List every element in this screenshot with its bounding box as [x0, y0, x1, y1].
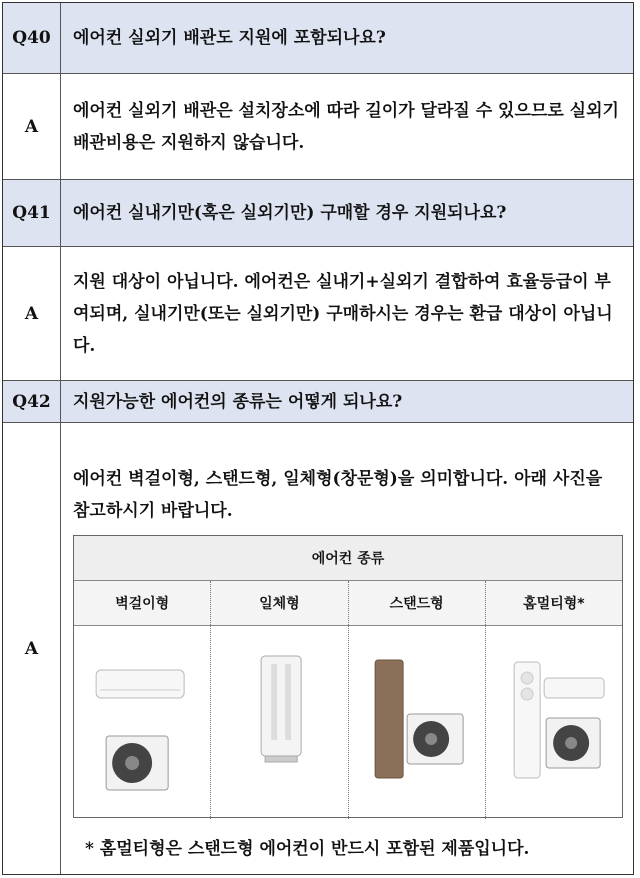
window-aircon-image [211, 626, 348, 819]
faq-row-q41 [3, 180, 633, 247]
type-home-multi-header: 홈멀티형* [523, 596, 585, 612]
type-wall-mounted-header: 벽걸이형 [74, 581, 211, 625]
question-text: 에어컨 실외기 배관도 지원에 포함되나요? [73, 28, 386, 48]
home-multi-aircon-image [486, 626, 622, 819]
stand-aircon-image [349, 626, 486, 819]
wall-mounted-aircon-image [74, 626, 211, 819]
faq-row-q40 [3, 3, 633, 74]
faq-row-q42 [3, 381, 633, 423]
answer-body [61, 423, 633, 874]
faq-row-a40 [3, 74, 633, 180]
question-text: 에어컨 실내기만(혹은 실외기만) 구매할 경우 지원되나요? [73, 203, 507, 223]
aircon-types-table [73, 535, 623, 818]
question-label: Q41 [3, 180, 61, 246]
answer-text: 지원 대상이 아닙니다. 에어컨은 실내기+실외기 결합하여 효율등급이 부여되며, 실내기만(또는 실외기만) 구매하시는 경우는 환급 대상이 아닙니다. [73, 271, 613, 356]
answer-label: A [3, 247, 61, 380]
aircon-types-image-row [74, 626, 622, 819]
question-label: Q40 [3, 3, 61, 73]
aircon-types-header-row [74, 581, 622, 626]
answer-text: 에어컨 실외기 배관은 설치장소에 따라 길이가 달라질 수 있으므로 실외기 배관비용은 지원하지 않습니다. [73, 100, 619, 153]
question-label: Q42 [3, 381, 61, 422]
type-stand-header: 스탠드형 [349, 581, 486, 625]
faq-row-a41 [3, 247, 633, 381]
question-text: 지원가능한 에어컨의 종류는 어떻게 되나요? [73, 391, 403, 412]
type-window-header: 일체형 [211, 581, 348, 625]
answer-intro-text: 에어컨 벽걸이형, 스탠드형, 일체형(창문형)을 의미합니다. 아래 사진을 참고하시기 바랍니다. [73, 469, 603, 521]
answer-label: A [3, 74, 61, 179]
aircon-types-title: 에어컨 종류 [74, 536, 622, 581]
home-multi-footnote: * 홈멀티형은 스탠드형 에어컨이 반드시 포함된 제품입니다. [85, 839, 530, 859]
answer-label: A [3, 423, 61, 874]
faq-row-a42 [3, 423, 633, 874]
faq-table [2, 2, 634, 875]
